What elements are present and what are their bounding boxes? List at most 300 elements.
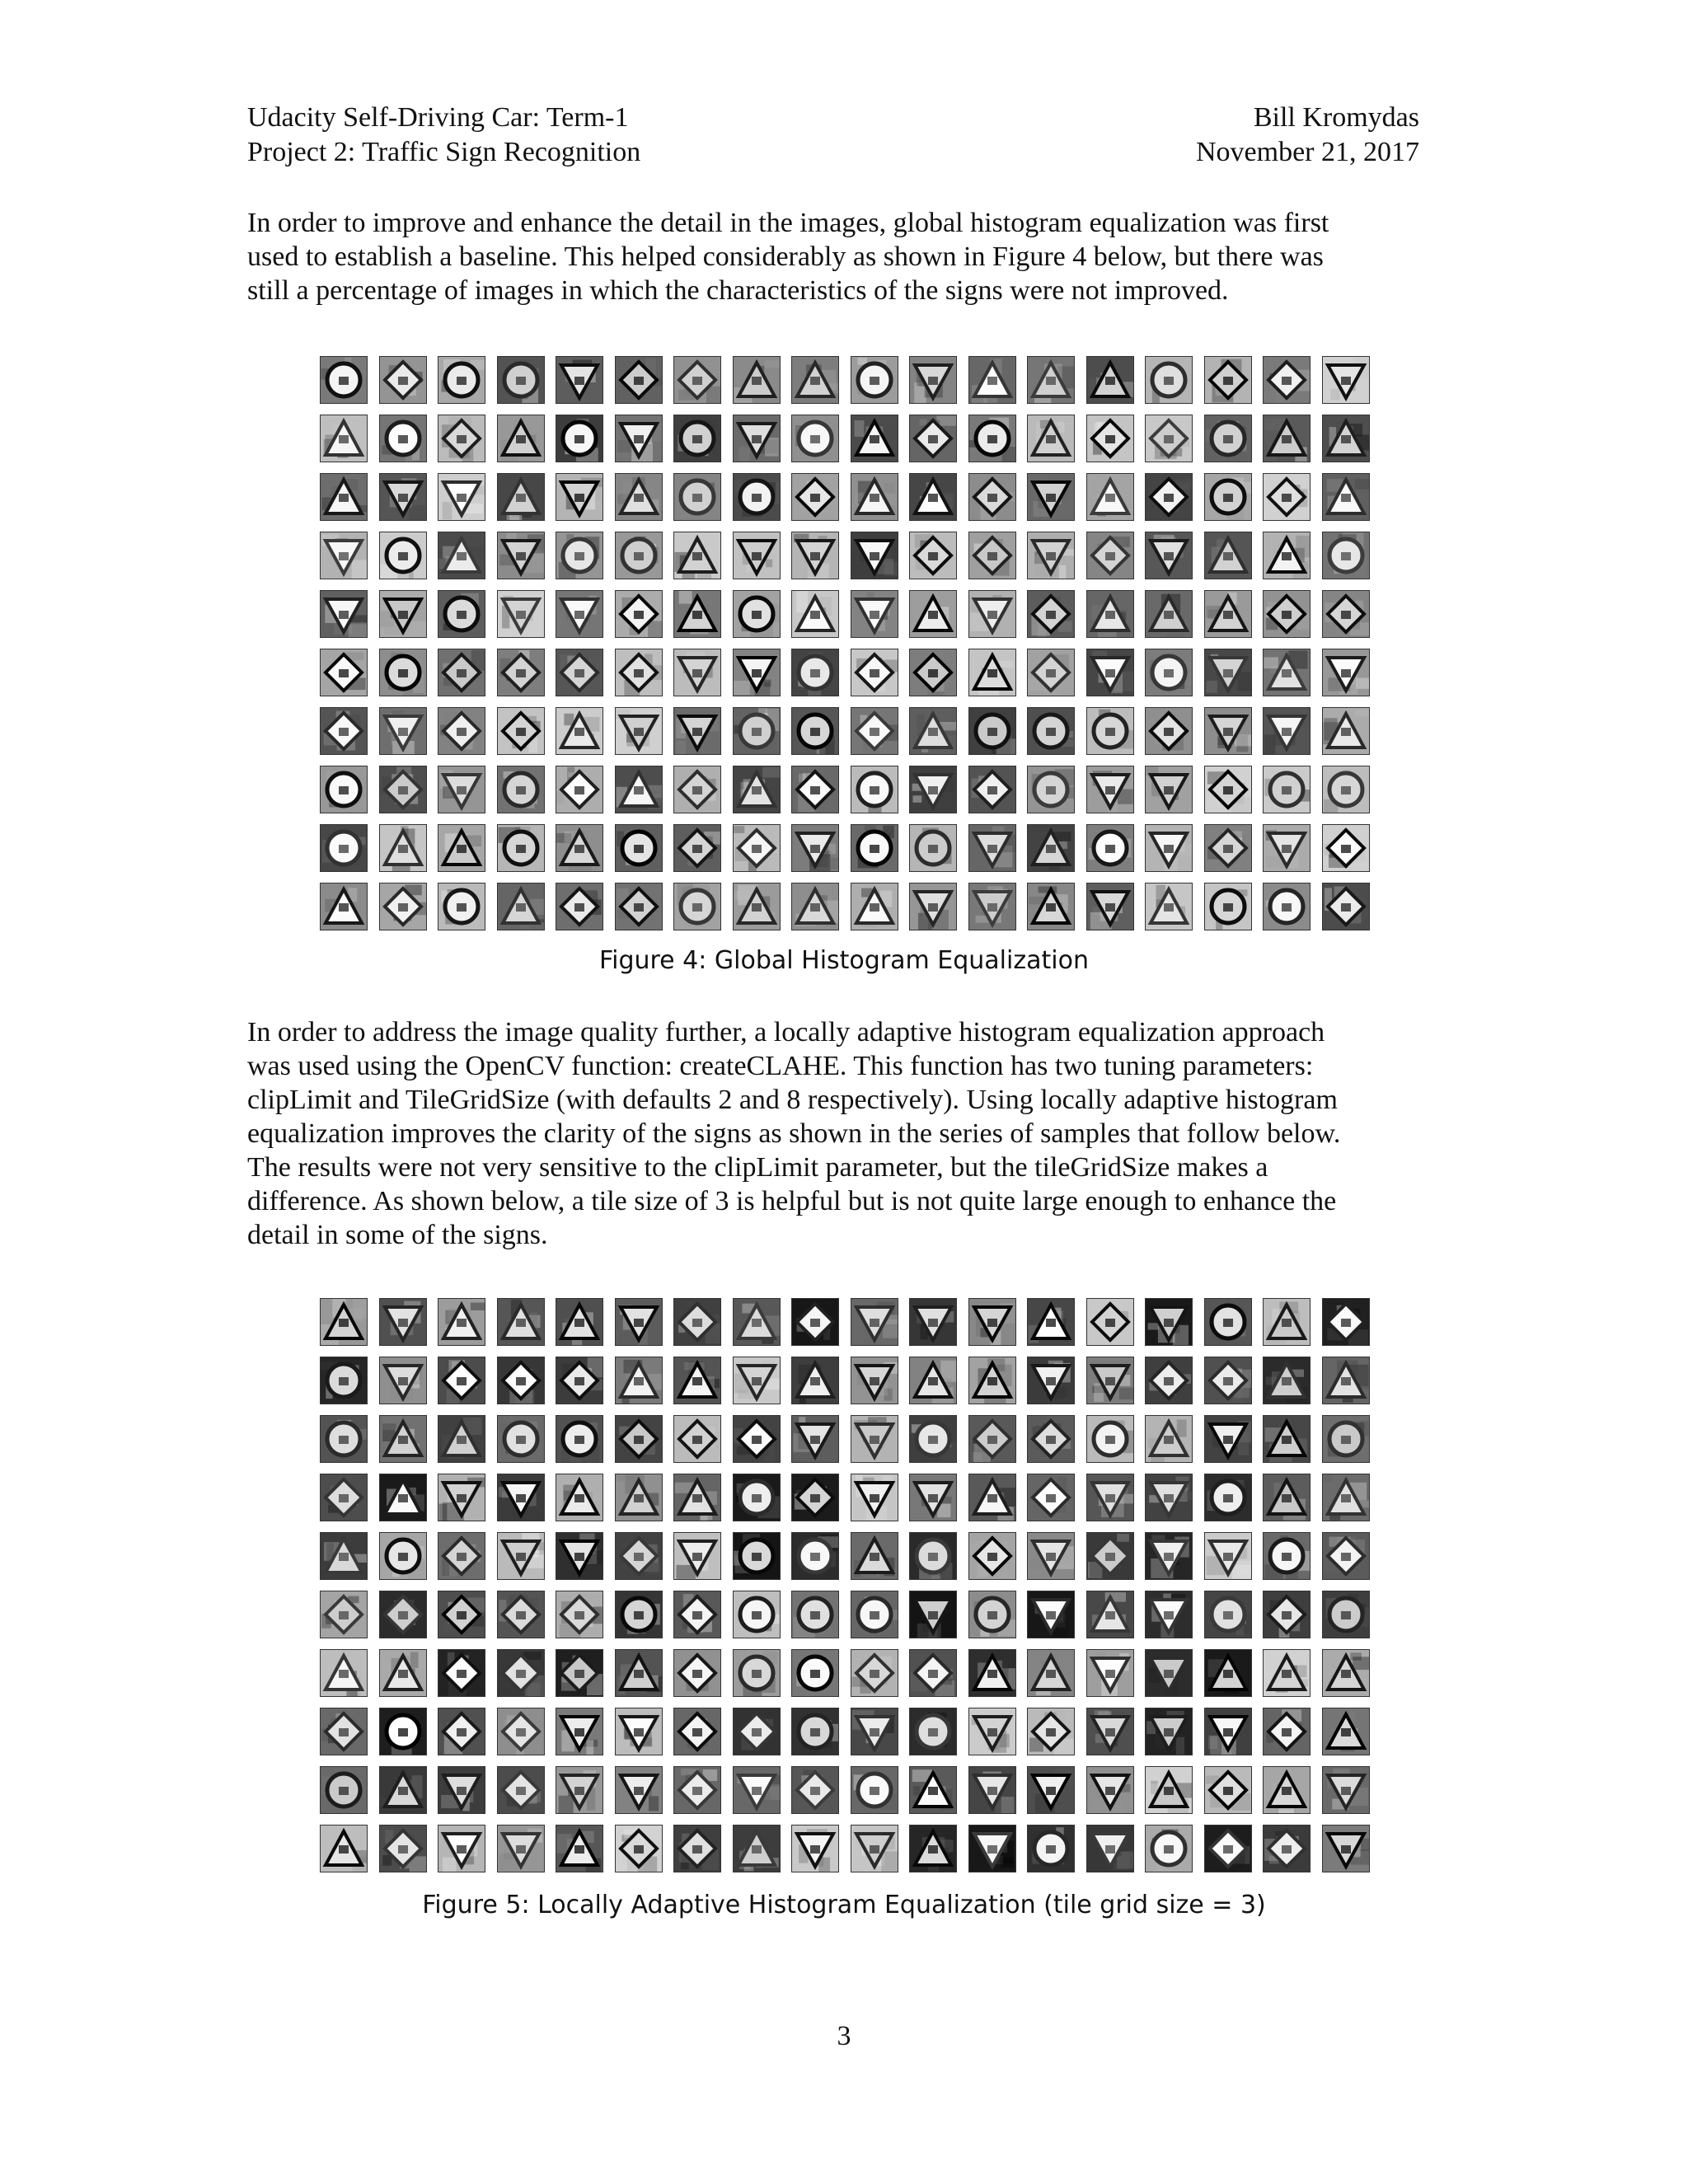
sign-thumbnail xyxy=(320,1474,368,1521)
figure-5-caption: Figure 5: Locally Adaptive Histogram Equalization (tile grid size = 3) xyxy=(422,1891,1266,1919)
sign-thumbnail xyxy=(1086,707,1134,755)
sign-thumbnail xyxy=(320,824,368,872)
sign-thumbnail xyxy=(1086,1532,1134,1580)
sign-thumbnail xyxy=(733,1591,781,1638)
sign-thumbnail xyxy=(1263,532,1311,579)
sign-thumbnail xyxy=(851,883,898,930)
sign-thumbnail xyxy=(438,1766,485,1814)
sign-thumbnail xyxy=(851,1357,898,1404)
sign-thumbnail xyxy=(438,356,485,404)
sign-thumbnail xyxy=(1263,1532,1311,1580)
sign-thumbnail xyxy=(1263,1415,1311,1463)
sign-thumbnail xyxy=(556,824,603,872)
sign-thumbnail xyxy=(1263,1708,1311,1755)
sign-thumbnail xyxy=(556,356,603,404)
sign-thumbnail xyxy=(909,532,957,579)
sign-thumbnail xyxy=(909,356,957,404)
paragraph-line: clipLimit and TileGridSize (with defaults 2 and 8 respectively). Using locally adaptive histogram xyxy=(247,1085,1338,1115)
sign-thumbnail xyxy=(556,1357,603,1404)
sign-thumbnail xyxy=(556,415,603,462)
sign-thumbnail xyxy=(1263,1649,1311,1697)
sign-thumbnail xyxy=(1086,1415,1134,1463)
sign-thumbnail xyxy=(497,1708,545,1755)
sign-thumbnail xyxy=(438,766,485,813)
sign-thumbnail xyxy=(379,532,427,579)
sign-thumbnail xyxy=(673,532,721,579)
sign-thumbnail xyxy=(438,415,485,462)
sign-thumbnail xyxy=(497,1415,545,1463)
sign-thumbnail xyxy=(851,1766,898,1814)
sign-thumbnail xyxy=(1204,883,1252,930)
sign-thumbnail xyxy=(733,532,781,579)
sign-thumbnail xyxy=(320,590,368,638)
sign-thumbnail xyxy=(1086,1357,1134,1404)
sign-thumbnail xyxy=(791,1474,839,1521)
sign-thumbnail xyxy=(1086,883,1134,930)
sign-thumbnail xyxy=(1027,590,1075,638)
sign-thumbnail xyxy=(1322,473,1370,521)
sign-thumbnail xyxy=(909,1766,957,1814)
sign-thumbnail xyxy=(1145,1591,1193,1638)
sign-thumbnail xyxy=(438,1415,485,1463)
sign-thumbnail xyxy=(615,707,663,755)
paragraph-intro xyxy=(247,206,1434,307)
sign-thumbnail xyxy=(1145,473,1193,521)
sign-thumbnail xyxy=(379,707,427,755)
sign-thumbnail xyxy=(1204,766,1252,813)
sign-thumbnail xyxy=(615,1766,663,1814)
sign-thumbnail xyxy=(1263,707,1311,755)
sign-thumbnail xyxy=(733,1298,781,1346)
paragraph-line: was used using the OpenCV function: createCLAHE. This function has two tuning parameters: xyxy=(247,1051,1314,1081)
sign-thumbnail xyxy=(379,824,427,872)
sign-thumbnail xyxy=(1145,1532,1193,1580)
sign-thumbnail xyxy=(673,1298,721,1346)
sign-thumbnail xyxy=(851,590,898,638)
sign-thumbnail xyxy=(673,590,721,638)
paragraph-line: still a percentage of images in which the characteristics of the signs were not improved. xyxy=(247,275,1229,306)
sign-thumbnail xyxy=(615,649,663,696)
sign-thumbnail xyxy=(791,883,839,930)
sign-thumbnail xyxy=(1322,766,1370,813)
sign-thumbnail xyxy=(379,415,427,462)
sign-thumbnail xyxy=(1322,649,1370,696)
sign-thumbnail xyxy=(909,1591,957,1638)
sign-thumbnail xyxy=(379,1357,427,1404)
paragraph-clahe xyxy=(247,1015,1434,1252)
sign-thumbnail xyxy=(968,1532,1016,1580)
sign-thumbnail xyxy=(1027,1298,1075,1346)
sign-thumbnail xyxy=(1322,883,1370,930)
sign-thumbnail xyxy=(968,766,1016,813)
figure-4-image-grid xyxy=(320,356,1370,930)
sign-thumbnail xyxy=(1322,1415,1370,1463)
sign-thumbnail xyxy=(497,1298,545,1346)
sign-thumbnail xyxy=(791,415,839,462)
paragraph-line: The results were not very sensitive to the clipLimit parameter, but the tileGridSize makes a xyxy=(247,1152,1268,1183)
paragraph-line: In order to address the image quality further, a locally adaptive histogram equalization approach xyxy=(247,1017,1325,1047)
sign-thumbnail xyxy=(379,649,427,696)
sign-thumbnail xyxy=(1204,1415,1252,1463)
sign-thumbnail xyxy=(1145,1766,1193,1814)
sign-thumbnail xyxy=(909,1474,957,1521)
sign-thumbnail xyxy=(968,707,1016,755)
sign-thumbnail xyxy=(1263,1825,1311,1872)
sign-thumbnail xyxy=(1204,1474,1252,1521)
sign-thumbnail xyxy=(791,707,839,755)
sign-thumbnail xyxy=(379,1415,427,1463)
sign-thumbnail xyxy=(1086,1474,1134,1521)
sign-thumbnail xyxy=(1204,532,1252,579)
sign-thumbnail xyxy=(556,1532,603,1580)
sign-thumbnail xyxy=(1204,1532,1252,1580)
sign-thumbnail xyxy=(1204,1591,1252,1638)
sign-thumbnail xyxy=(556,766,603,813)
sign-thumbnail xyxy=(1145,532,1193,579)
sign-thumbnail xyxy=(497,473,545,521)
sign-thumbnail xyxy=(1322,1357,1370,1404)
sign-thumbnail xyxy=(320,1532,368,1580)
sign-thumbnail xyxy=(1204,1708,1252,1755)
sign-thumbnail xyxy=(733,1825,781,1872)
sign-thumbnail xyxy=(673,1532,721,1580)
sign-thumbnail xyxy=(556,649,603,696)
sign-thumbnail xyxy=(791,1298,839,1346)
sign-thumbnail xyxy=(320,1649,368,1697)
sign-thumbnail xyxy=(556,590,603,638)
sign-thumbnail xyxy=(379,1649,427,1697)
sign-thumbnail xyxy=(851,1591,898,1638)
sign-thumbnail xyxy=(556,1766,603,1814)
sign-thumbnail xyxy=(1027,707,1075,755)
sign-thumbnail xyxy=(909,707,957,755)
sign-thumbnail xyxy=(379,1532,427,1580)
sign-thumbnail xyxy=(851,415,898,462)
sign-thumbnail xyxy=(733,415,781,462)
sign-thumbnail xyxy=(791,1825,839,1872)
sign-thumbnail xyxy=(379,1708,427,1755)
sign-thumbnail xyxy=(1145,707,1193,755)
sign-thumbnail xyxy=(851,1415,898,1463)
sign-thumbnail xyxy=(320,766,368,813)
sign-thumbnail xyxy=(909,1649,957,1697)
sign-thumbnail xyxy=(968,1649,1016,1697)
sign-thumbnail xyxy=(615,1357,663,1404)
sign-thumbnail xyxy=(851,649,898,696)
sign-thumbnail xyxy=(379,473,427,521)
sign-thumbnail xyxy=(909,1708,957,1755)
sign-thumbnail xyxy=(851,356,898,404)
sign-thumbnail xyxy=(909,1357,957,1404)
sign-thumbnail xyxy=(438,1532,485,1580)
sign-thumbnail xyxy=(615,883,663,930)
sign-thumbnail xyxy=(1263,1474,1311,1521)
sign-thumbnail xyxy=(1204,649,1252,696)
sign-thumbnail xyxy=(497,532,545,579)
sign-thumbnail xyxy=(673,1474,721,1521)
sign-thumbnail xyxy=(1086,590,1134,638)
sign-thumbnail xyxy=(438,532,485,579)
sign-thumbnail xyxy=(1145,590,1193,638)
sign-thumbnail xyxy=(1322,1474,1370,1521)
header-author: Bill Kromydas xyxy=(1253,102,1419,133)
sign-thumbnail xyxy=(909,473,957,521)
sign-thumbnail xyxy=(791,532,839,579)
sign-thumbnail xyxy=(1263,1298,1311,1346)
paragraph-line: used to establish a baseline. This helped considerably as shown in Figure 4 below, but there was xyxy=(247,241,1324,272)
sign-thumbnail xyxy=(968,1766,1016,1814)
sign-thumbnail xyxy=(733,766,781,813)
paragraph-line: difference. As shown below, a tile size of 3 is helpful but is not quite large enough to enhance the xyxy=(247,1186,1337,1216)
sign-thumbnail xyxy=(1027,473,1075,521)
sign-thumbnail xyxy=(968,1708,1016,1755)
sign-thumbnail xyxy=(968,473,1016,521)
sign-thumbnail xyxy=(1145,415,1193,462)
sign-thumbnail xyxy=(673,1415,721,1463)
sign-thumbnail xyxy=(438,1474,485,1521)
sign-thumbnail xyxy=(673,473,721,521)
sign-thumbnail xyxy=(438,883,485,930)
sign-thumbnail xyxy=(1263,883,1311,930)
sign-thumbnail xyxy=(556,532,603,579)
sign-thumbnail xyxy=(1086,649,1134,696)
sign-thumbnail xyxy=(320,356,368,404)
sign-thumbnail xyxy=(1322,532,1370,579)
sign-thumbnail xyxy=(733,473,781,521)
sign-thumbnail xyxy=(1027,415,1075,462)
sign-thumbnail xyxy=(791,356,839,404)
sign-thumbnail xyxy=(1145,356,1193,404)
sign-thumbnail xyxy=(556,1298,603,1346)
sign-thumbnail xyxy=(733,1766,781,1814)
sign-thumbnail xyxy=(673,356,721,404)
paragraph-line: detail in some of the signs. xyxy=(247,1220,548,1250)
sign-thumbnail xyxy=(968,649,1016,696)
sign-thumbnail xyxy=(320,1357,368,1404)
sign-thumbnail xyxy=(1145,649,1193,696)
sign-thumbnail xyxy=(320,1298,368,1346)
sign-thumbnail xyxy=(556,1825,603,1872)
sign-thumbnail xyxy=(497,766,545,813)
sign-thumbnail xyxy=(1086,1766,1134,1814)
sign-thumbnail xyxy=(968,1825,1016,1872)
sign-thumbnail xyxy=(1322,1825,1370,1872)
sign-thumbnail xyxy=(379,1474,427,1521)
sign-thumbnail xyxy=(615,1298,663,1346)
sign-thumbnail xyxy=(497,1591,545,1638)
sign-thumbnail xyxy=(1145,824,1193,872)
sign-thumbnail xyxy=(438,1649,485,1697)
sign-thumbnail xyxy=(1086,473,1134,521)
figure-4-caption: Figure 4: Global Histogram Equalization xyxy=(599,946,1089,975)
sign-thumbnail xyxy=(1086,415,1134,462)
sign-thumbnail xyxy=(1204,473,1252,521)
sign-thumbnail xyxy=(1145,1708,1193,1755)
sign-thumbnail xyxy=(615,1415,663,1463)
sign-thumbnail xyxy=(968,1474,1016,1521)
sign-thumbnail xyxy=(733,1708,781,1755)
sign-thumbnail xyxy=(320,883,368,930)
sign-thumbnail xyxy=(791,1357,839,1404)
sign-thumbnail xyxy=(909,1415,957,1463)
sign-thumbnail xyxy=(1204,707,1252,755)
sign-thumbnail xyxy=(379,1766,427,1814)
sign-thumbnail xyxy=(615,356,663,404)
sign-thumbnail xyxy=(791,649,839,696)
sign-thumbnail xyxy=(968,824,1016,872)
sign-thumbnail xyxy=(1027,649,1075,696)
sign-thumbnail xyxy=(438,1591,485,1638)
page-number: 3 xyxy=(837,2021,851,2051)
sign-thumbnail xyxy=(320,1591,368,1638)
sign-thumbnail xyxy=(556,1415,603,1463)
sign-thumbnail xyxy=(1086,766,1134,813)
sign-thumbnail xyxy=(1145,1357,1193,1404)
sign-thumbnail xyxy=(909,1532,957,1580)
sign-thumbnail xyxy=(1145,1415,1193,1463)
sign-thumbnail xyxy=(556,1591,603,1638)
sign-thumbnail xyxy=(673,1766,721,1814)
sign-thumbnail xyxy=(497,824,545,872)
sign-thumbnail xyxy=(673,883,721,930)
sign-thumbnail xyxy=(909,1298,957,1346)
sign-thumbnail xyxy=(320,707,368,755)
sign-thumbnail xyxy=(968,883,1016,930)
sign-thumbnail xyxy=(1263,1766,1311,1814)
sign-thumbnail xyxy=(556,707,603,755)
sign-thumbnail xyxy=(320,415,368,462)
sign-thumbnail xyxy=(497,1474,545,1521)
sign-thumbnail xyxy=(851,766,898,813)
sign-thumbnail xyxy=(909,824,957,872)
sign-thumbnail xyxy=(320,649,368,696)
sign-thumbnail xyxy=(556,1708,603,1755)
sign-thumbnail xyxy=(733,1532,781,1580)
sign-thumbnail xyxy=(615,824,663,872)
sign-thumbnail xyxy=(1263,590,1311,638)
sign-thumbnail xyxy=(1204,590,1252,638)
sign-thumbnail xyxy=(851,532,898,579)
paragraph-line: In order to improve and enhance the detail in the images, global histogram equalization was first xyxy=(247,208,1329,238)
sign-thumbnail xyxy=(379,356,427,404)
sign-thumbnail xyxy=(791,1591,839,1638)
sign-thumbnail xyxy=(379,590,427,638)
sign-thumbnail xyxy=(791,1532,839,1580)
sign-thumbnail xyxy=(1027,766,1075,813)
sign-thumbnail xyxy=(379,883,427,930)
sign-thumbnail xyxy=(791,766,839,813)
paragraph-line: equalization improves the clarity of the signs as shown in the series of samples that follow below. xyxy=(247,1118,1341,1149)
sign-thumbnail xyxy=(438,707,485,755)
sign-thumbnail xyxy=(733,1474,781,1521)
sign-thumbnail xyxy=(1086,532,1134,579)
sign-thumbnail xyxy=(556,473,603,521)
sign-thumbnail xyxy=(909,766,957,813)
sign-thumbnail xyxy=(968,590,1016,638)
sign-thumbnail xyxy=(909,590,957,638)
sign-thumbnail xyxy=(1263,1357,1311,1404)
sign-thumbnail xyxy=(497,590,545,638)
sign-thumbnail xyxy=(497,707,545,755)
sign-thumbnail xyxy=(438,1825,485,1872)
sign-thumbnail xyxy=(1204,415,1252,462)
sign-thumbnail xyxy=(1322,1766,1370,1814)
sign-thumbnail xyxy=(438,1357,485,1404)
sign-thumbnail xyxy=(1145,1825,1193,1872)
sign-thumbnail xyxy=(1027,1357,1075,1404)
sign-thumbnail xyxy=(497,415,545,462)
sign-thumbnail xyxy=(1204,1298,1252,1346)
sign-thumbnail xyxy=(791,1708,839,1755)
sign-thumbnail xyxy=(673,766,721,813)
sign-thumbnail xyxy=(497,883,545,930)
sign-thumbnail xyxy=(379,1591,427,1638)
sign-thumbnail xyxy=(733,1357,781,1404)
sign-thumbnail xyxy=(1086,1298,1134,1346)
sign-thumbnail xyxy=(320,473,368,521)
sign-thumbnail xyxy=(851,824,898,872)
sign-thumbnail xyxy=(673,649,721,696)
sign-thumbnail xyxy=(851,1708,898,1755)
sign-thumbnail xyxy=(615,1708,663,1755)
sign-thumbnail xyxy=(1263,356,1311,404)
sign-thumbnail xyxy=(673,707,721,755)
sign-thumbnail xyxy=(556,1474,603,1521)
header-project-title: Project 2: Traffic Sign Recognition xyxy=(247,137,641,167)
sign-thumbnail xyxy=(673,1591,721,1638)
sign-thumbnail xyxy=(438,824,485,872)
sign-thumbnail xyxy=(851,1649,898,1697)
sign-thumbnail xyxy=(615,473,663,521)
sign-thumbnail xyxy=(791,1649,839,1697)
sign-thumbnail xyxy=(438,473,485,521)
sign-thumbnail xyxy=(1322,1298,1370,1346)
sign-thumbnail xyxy=(1263,473,1311,521)
sign-thumbnail xyxy=(791,1415,839,1463)
sign-thumbnail xyxy=(438,649,485,696)
sign-thumbnail xyxy=(851,707,898,755)
sign-thumbnail xyxy=(497,1649,545,1697)
sign-thumbnail xyxy=(909,649,957,696)
sign-thumbnail xyxy=(968,1298,1016,1346)
sign-thumbnail xyxy=(851,1532,898,1580)
sign-thumbnail xyxy=(1322,590,1370,638)
sign-thumbnail xyxy=(320,1415,368,1463)
sign-thumbnail xyxy=(1086,356,1134,404)
sign-thumbnail xyxy=(615,766,663,813)
sign-thumbnail xyxy=(1086,824,1134,872)
sign-thumbnail xyxy=(320,532,368,579)
sign-thumbnail xyxy=(1027,532,1075,579)
sign-thumbnail xyxy=(615,1532,663,1580)
sign-thumbnail xyxy=(1027,356,1075,404)
sign-thumbnail xyxy=(1322,356,1370,404)
sign-thumbnail xyxy=(791,824,839,872)
sign-thumbnail xyxy=(1322,824,1370,872)
sign-thumbnail xyxy=(851,1825,898,1872)
sign-thumbnail xyxy=(379,1825,427,1872)
sign-thumbnail xyxy=(673,1825,721,1872)
sign-thumbnail xyxy=(1027,1708,1075,1755)
sign-thumbnail xyxy=(733,1649,781,1697)
sign-thumbnail xyxy=(1027,824,1075,872)
sign-thumbnail xyxy=(615,1825,663,1872)
sign-thumbnail xyxy=(615,532,663,579)
sign-thumbnail xyxy=(1145,766,1193,813)
sign-thumbnail xyxy=(438,590,485,638)
sign-thumbnail xyxy=(673,824,721,872)
sign-thumbnail xyxy=(615,590,663,638)
